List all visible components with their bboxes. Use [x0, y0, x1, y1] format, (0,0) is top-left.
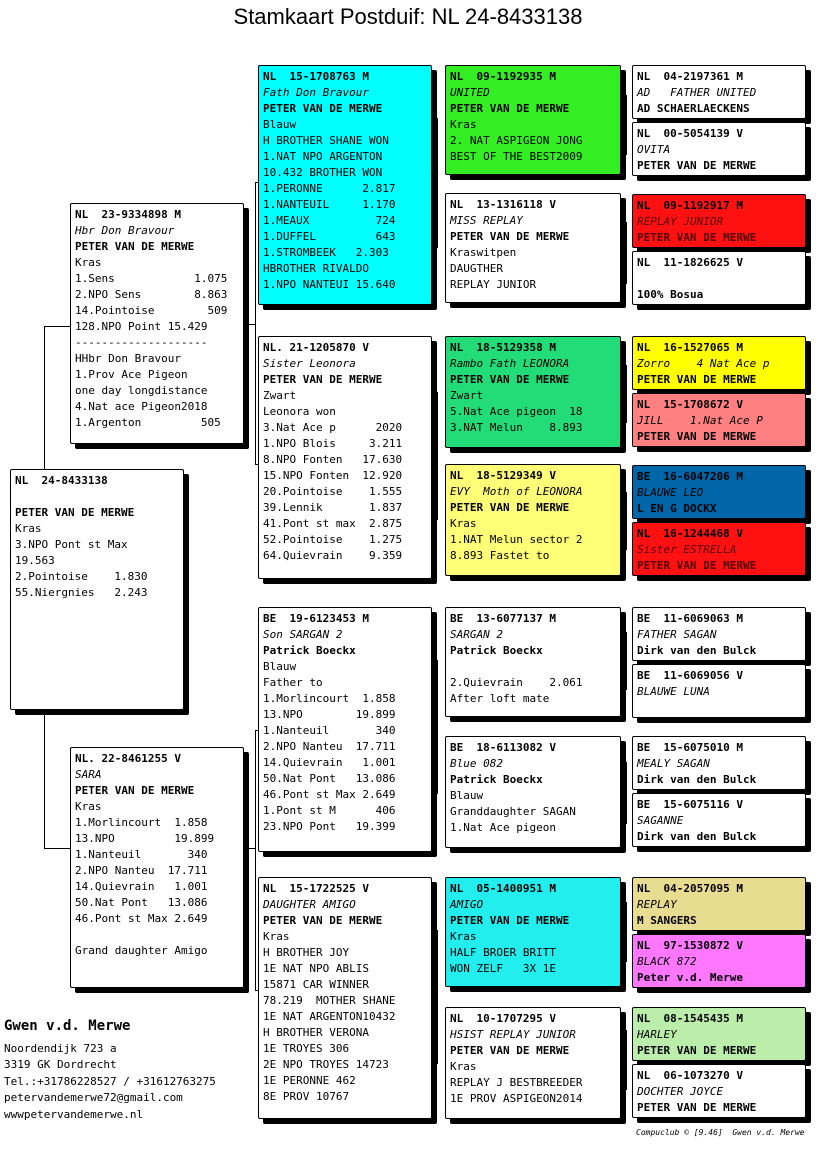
result-line: 14.Quievrain 1.001 [75, 880, 208, 893]
owner-line: PETER VAN DE MERWE [637, 430, 757, 443]
result-line: 4.Nat ace Pigeon2018 [75, 400, 208, 413]
owner-line: PETER VAN DE MERWE [263, 373, 383, 386]
result-line: Granddaughter SAGAN [450, 805, 576, 818]
owner-line: Patrick Boeckx [263, 644, 356, 657]
connector-line [626, 492, 627, 550]
pigeon-name: DOCHTER JOYCE [637, 1085, 724, 1098]
result-line: 41.Pont st max 2.875 [263, 517, 403, 530]
result-line: 55.Niergnies 2.243 [15, 586, 148, 599]
pigeon-card-mother [70, 747, 244, 988]
owner-line: PETER VAN DE MERWE [450, 102, 570, 115]
result-line [15, 489, 179, 505]
result-line: REPLAY JUNIOR [450, 278, 537, 291]
ring-number: NL 05-1400951 M [450, 882, 556, 895]
owner-line: PETER VAN DE MERWE [450, 230, 570, 243]
connector-line [626, 1030, 627, 1090]
owner-line: L EN G DOCKX [637, 502, 717, 515]
ring-number: BE 16-6047206 M [637, 470, 743, 483]
result-line: Blauw [263, 660, 297, 673]
owner-line: Patrick Boeckx [450, 773, 543, 786]
result-line: 1.STROMBEEK 2.303 [263, 246, 389, 259]
result-line: 1.Nanteuil 340 [263, 724, 396, 737]
owner-address-line: Noordendijk 723 a [4, 1041, 117, 1055]
result-line: 15.NPO Fonten 12.920 [263, 469, 403, 482]
owner-line: PETER VAN DE MERWE [637, 373, 757, 386]
pigeon-name: AMIGO [450, 898, 484, 911]
result-line: 14.Pointoise 509 [75, 304, 228, 317]
result-line: one day longdistance [75, 384, 208, 397]
ring-number: NL. 21-1205870 V [263, 341, 369, 354]
pigeon-card-g7 [632, 465, 806, 519]
pigeon-name: SARA [75, 768, 102, 781]
pigeon-name: REPLAY [637, 898, 677, 911]
pigeon-name: SAGANNE [637, 814, 684, 827]
result-line: 78.219 MOTHER SHANE [263, 994, 396, 1007]
connector-line [243, 324, 255, 325]
result-line: Kras [450, 118, 477, 131]
connector-line [626, 762, 627, 824]
result-line: 1.NPO Blois 3.211 [263, 437, 403, 450]
pigeon-card-g6 [632, 393, 806, 447]
ring-number: NL 09-1192935 M [450, 70, 556, 83]
owner-line: PETER VAN DE MERWE [75, 784, 195, 797]
pigeon-card-father [70, 203, 244, 444]
pigeon-name: Rambo Fath LEONORA [450, 357, 570, 370]
result-line: 2.Pointoise 1.830 [15, 570, 148, 583]
owner-line: PETER VAN DE MERWE [263, 914, 383, 927]
pigeon-name: HARLEY [637, 1028, 677, 1041]
result-line: Kras [75, 256, 102, 269]
ring-number: BE 11-6069063 M [637, 612, 743, 625]
result-line: Kraswitpen [450, 246, 517, 259]
owner-line: PETER VAN DE MERWE [637, 1101, 757, 1114]
pigeon-name: BLAUWE LUNA [637, 685, 710, 698]
owner-name: Gwen v.d. Merwe [4, 1018, 131, 1034]
owner-email: petervandemerwe72@gmail.com [4, 1091, 183, 1104]
pigeon-card-ff-mother [445, 193, 621, 303]
ring-number: NL 08-1545435 M [637, 1012, 743, 1025]
result-line: 2.Quievrain 2.061 [450, 676, 583, 689]
ring-number: NL 00-5054139 V [637, 127, 743, 140]
result-line: 8E PROV 10767 [263, 1090, 350, 1103]
owner-line: PETER VAN DE MERWE [637, 231, 757, 244]
result-line: 5.Nat Ace pigeon 18 [450, 405, 583, 418]
owner-line: PETER VAN DE MERWE [450, 1044, 570, 1057]
pigeon-card-g11 [632, 736, 806, 790]
pigeon-name: MISS REPLAY [450, 214, 523, 227]
pigeon-name: EVY Moth of LEONORA [450, 485, 583, 498]
ring-number: NL 16-1527065 M [637, 341, 743, 354]
pigeon-card-g15 [632, 1007, 806, 1061]
pigeon-card-main [10, 469, 184, 710]
result-line: 3.Nat Ace p 2020 [263, 421, 403, 434]
pigeon-card-g5 [632, 336, 806, 390]
connector-line [437, 930, 438, 1064]
pigeon-card-mother-mother [258, 877, 432, 1119]
pigeon-card-g3 [632, 194, 806, 248]
result-line: 52.Pointoise 1.275 [263, 533, 403, 546]
result-line: 1.Sens 1.075 [75, 272, 228, 285]
result-line: Blauw [263, 118, 297, 131]
connector-line [626, 365, 627, 423]
pigeon-name: Hbr Don Bravour [75, 224, 175, 237]
pigeon-card-g12 [632, 793, 806, 847]
result-line: 128.NPO Point 15.429 [75, 320, 208, 333]
pigeon-card-mm-father [445, 877, 621, 987]
owner-website: wwwpetervandemerwe.nl [4, 1107, 144, 1121]
pigeon-card-fm-mother [445, 464, 621, 576]
result-line: 1.Prov Ace Pigeon [75, 368, 188, 381]
connector-line [255, 182, 256, 464]
ring-number: NL 15-1708763 M [263, 70, 369, 83]
owner-line: PETER VAN DE MERWE [450, 501, 570, 514]
result-line: Kras [450, 930, 477, 943]
result-line: 2.NPO Nanteu 17.711 [75, 864, 208, 877]
result-line: 8.NPO Fonten 17.630 [263, 453, 403, 466]
result-line: H BROTHER VERONA [263, 1026, 369, 1039]
connector-line [626, 222, 627, 284]
result-line: 1.Pont st M 406 [263, 804, 396, 817]
result-line: Zwart [450, 389, 484, 402]
owner-line: PETER VAN DE MERWE [263, 102, 383, 115]
ring-number: BE 15-6075116 V [637, 798, 743, 811]
ring-number: NL 09-1192917 M [637, 199, 743, 212]
result-line: 13.NPO 19.899 [75, 832, 215, 845]
pigeon-card-ff-father [445, 65, 621, 175]
page-title: Stamkaart Postduif: NL 24-8433138 [233, 4, 583, 29]
ring-number: NL 13-1316118 V [450, 198, 556, 211]
ring-number: NL 18-5129358 M [450, 341, 556, 354]
owner-line: Dirk van den Bulck [637, 830, 757, 843]
result-line: 15871 CAR WINNER [263, 978, 369, 991]
result-line: 50.Nat Pont 13.086 [75, 896, 208, 909]
result-line: Grand daughter Amigo [75, 944, 208, 957]
result-line: 46.Pont st Max 2.649 [263, 788, 396, 801]
result-line: REPLAY J BESTBREEDER [450, 1076, 583, 1089]
ring-number: NL 23-9334898 M [75, 208, 181, 221]
result-line: 1.NPO NANTEUI 15.640 [263, 278, 396, 291]
connector-line [626, 95, 627, 155]
connector-line [44, 326, 45, 470]
owner-line: PETER VAN DE MERWE [637, 159, 757, 172]
pigeon-card-g2 [632, 122, 806, 176]
owner-line: PETER VAN DE MERWE [450, 373, 570, 386]
result-line: 1.NANTEUIL 1.170 [263, 198, 396, 211]
ring-number: BE 13-6077137 M [450, 612, 556, 625]
owner-line: PETER VAN DE MERWE [75, 240, 195, 253]
result-line: 2.NPO Nanteu 17.711 [263, 740, 396, 753]
pigeon-card-father-mother [258, 336, 432, 579]
pigeon-name: Son SARGAN 2 [263, 628, 343, 641]
pigeon-name: DAUGHTER AMIGO [263, 898, 356, 911]
owner-postal-line: 3319 GK Dordrecht [4, 1058, 117, 1071]
owner-contact-block [4, 1018, 216, 1123]
result-line: 1.NAT NPO ARGENTON [263, 150, 383, 163]
result-line: Father to [263, 676, 323, 689]
result-line: 2.NPO Sens 8.863 [75, 288, 228, 301]
owner-line: 100% Bosua [637, 288, 704, 301]
pigeon-name: Sister Leonora [263, 357, 356, 370]
pigeon-name: Sister ESTRELLA [637, 543, 737, 556]
ring-number: NL 06-1073270 V [637, 1069, 743, 1082]
connector-line [255, 730, 256, 990]
pigeon-card-fm-father [445, 336, 621, 448]
ring-number: NL 15-1722525 V [263, 882, 369, 895]
ring-number: NL 16-1244468 V [637, 527, 743, 540]
ring-number: NL. 22-8461255 V [75, 752, 181, 765]
pigeon-card-g13 [632, 877, 806, 931]
pigeon-card-g14 [632, 934, 806, 988]
owner-line: PETER VAN DE MERWE [637, 559, 757, 572]
pigeon-name: JILL 1.Nat Ace P [637, 414, 763, 427]
result-line: 13.NPO 19.899 [263, 708, 396, 721]
result-line: 46.Pont st Max 2.649 [75, 912, 208, 925]
owner-line: Peter v.d. Merwe [637, 971, 743, 984]
result-line: H BROTHER SHANE WON [263, 134, 389, 147]
result-line [637, 700, 801, 716]
owner-line: AD SCHAERLAECKENS [637, 102, 750, 115]
ring-number: BE 18-6113082 V [450, 741, 556, 754]
ring-number: NL 24-8433138 [15, 474, 108, 487]
pigeon-card-g10 [632, 664, 806, 718]
result-line: 1.Nat Ace pigeon [450, 821, 556, 834]
result-line: Kras [450, 1060, 477, 1073]
result-line: 20.Pointoise 1.555 [263, 485, 403, 498]
ring-number: NL 18-5129349 V [450, 469, 556, 482]
result-line: 1E TROYES 306 [263, 1042, 350, 1055]
owner-line: PETER VAN DE MERWE [450, 914, 570, 927]
result-line: Kras [263, 930, 290, 943]
pigeon-name: BLAUWE LEO [637, 486, 704, 499]
pigeon-card-g8 [632, 522, 806, 576]
result-line: WON ZELF 3X 1E [450, 962, 556, 975]
pigeon-name: BLACK 872 [637, 955, 697, 968]
result-line: 1.PERONNE 2.817 [263, 182, 396, 195]
owner-line: PETER VAN DE MERWE [15, 506, 135, 519]
owner-line: PETER VAN DE MERWE [637, 1044, 757, 1057]
software-footer: Compuclub © [9.46] Gwen v.d. Merwe [636, 1128, 805, 1137]
result-line [637, 271, 801, 287]
result-line: Zwart [263, 389, 297, 402]
ring-number: NL 10-1707295 V [450, 1012, 556, 1025]
pigeon-card-g4 [632, 251, 806, 305]
result-line: 50.Nat Pont 13.086 [263, 772, 396, 785]
pigeon-name: UNITED [450, 86, 490, 99]
pigeon-card-father-father [258, 65, 432, 305]
result-line: H BROTHER JOY [263, 946, 350, 959]
result-line: 19.563 [15, 554, 55, 567]
pigeon-card-mother-father [258, 607, 432, 852]
owner-line: M SANGERS [637, 914, 697, 927]
result-line: 64.Quievrain 9.359 [263, 549, 403, 562]
pigeon-name: MEALY SAGAN [637, 757, 710, 770]
result-line: 39.Lennik 1.837 [263, 501, 403, 514]
result-line: DAUGTHER [450, 262, 503, 275]
result-line: 1E PROV ASPIGEON2014 [450, 1092, 583, 1105]
pigeon-card-mm-mother [445, 1007, 621, 1119]
result-line: 3.NPO Pont st Max [15, 538, 128, 551]
connector-line [437, 118, 438, 248]
result-line: 14.Quievrain 1.001 [263, 756, 396, 769]
pigeon-card-mf-mother [445, 736, 621, 848]
result-line: 2. NAT ASPIGEON JONG [450, 134, 583, 147]
connector-line [437, 392, 438, 520]
pigeon-card-mf-father [445, 607, 621, 717]
pigeon-name: AD FATHER UNITED [637, 86, 757, 99]
result-line: 1.Morlincourt 1.858 [75, 816, 208, 829]
result-line: 1.Argenton 505 [75, 416, 221, 429]
result-line: 1E NAT NPO ABLIS [263, 962, 369, 975]
result-line: HBROTHER RIVALDO [263, 262, 369, 275]
ring-number: BE 15-6075010 M [637, 741, 743, 754]
ring-number: NL 97-1530872 V [637, 939, 743, 952]
result-line: 1.MEAUX 724 [263, 214, 396, 227]
ring-number: NL 11-1826625 V [637, 256, 743, 269]
connector-line [626, 902, 627, 962]
connector-line [44, 326, 72, 327]
owner-line: Dirk van den Bulck [637, 644, 757, 657]
result-line: HHbr Don Bravour [75, 352, 181, 365]
result-line: 2E NPO TROYES 14723 [263, 1058, 389, 1071]
pigeon-card-g1 [632, 65, 806, 119]
ring-number: BE 19-6123453 M [263, 612, 369, 625]
pigeon-name: SARGAN 2 [450, 628, 503, 641]
connector-line [626, 632, 627, 690]
pigeon-name: Zorro 4 Nat Ace p [637, 357, 770, 370]
result-line: BEST OF THE BEST2009 [450, 150, 583, 163]
result-line: 1.Nanteuil 340 [75, 848, 208, 861]
result-line: 1E PERONNE 462 [263, 1074, 356, 1087]
result-line: 3.NAT Melun 8.893 [450, 421, 583, 434]
result-line: 1E NAT ARGENTON10432 [263, 1010, 396, 1023]
pigeon-name: HSIST REPLAY JUNIOR [450, 1028, 576, 1041]
owner-line: Dirk van den Bulck [637, 773, 757, 786]
pigeon-card-g9 [632, 607, 806, 661]
connector-line [243, 848, 255, 849]
result-line: 10.432 BROTHER WON [263, 166, 383, 179]
result-line: After loft mate [450, 692, 550, 705]
result-line: 1.NAT Melun sector 2 [450, 533, 583, 546]
ring-number: NL 15-1708672 V [637, 398, 743, 411]
ring-number: NL 04-2057095 M [637, 882, 743, 895]
owner-phone: Tel.:+31786228527 / +31612763275 [4, 1074, 216, 1088]
ring-number: NL 04-2197361 M [637, 70, 743, 83]
connector-line [44, 710, 45, 848]
result-line: Kras [450, 517, 477, 530]
pigeon-name: REPLAY JUNIOR [637, 215, 724, 228]
result-line: Leonora won [263, 405, 336, 418]
pigeon-name: OVITA [637, 143, 671, 156]
result-line: 1.Morlincourt 1.858 [263, 692, 396, 705]
result-line: 23.NPO Pont 19.399 [263, 820, 396, 833]
pigeon-card-g16 [632, 1064, 806, 1118]
result-line: 1.DUFFEL 643 [263, 230, 396, 243]
pigeon-name: FATHER SAGAN [637, 628, 717, 641]
ring-number: BE 11-6069056 V [637, 669, 743, 682]
result-line [75, 927, 239, 943]
connector-line [437, 660, 438, 794]
pigeon-name: Fath Don Bravour [263, 86, 369, 99]
result-line: HALF BROER BRITT [450, 946, 556, 959]
result-line: Kras [75, 800, 102, 813]
result-line: 8.893 Fastet to [450, 549, 550, 562]
owner-line: Patrick Boeckx [450, 644, 543, 657]
result-line: -------------------- [75, 336, 208, 349]
result-line: Blauw [450, 789, 484, 802]
result-line [450, 659, 616, 675]
pigeon-name: Blue 082 [450, 757, 503, 770]
result-line: Kras [15, 522, 42, 535]
connector-line [44, 848, 72, 849]
